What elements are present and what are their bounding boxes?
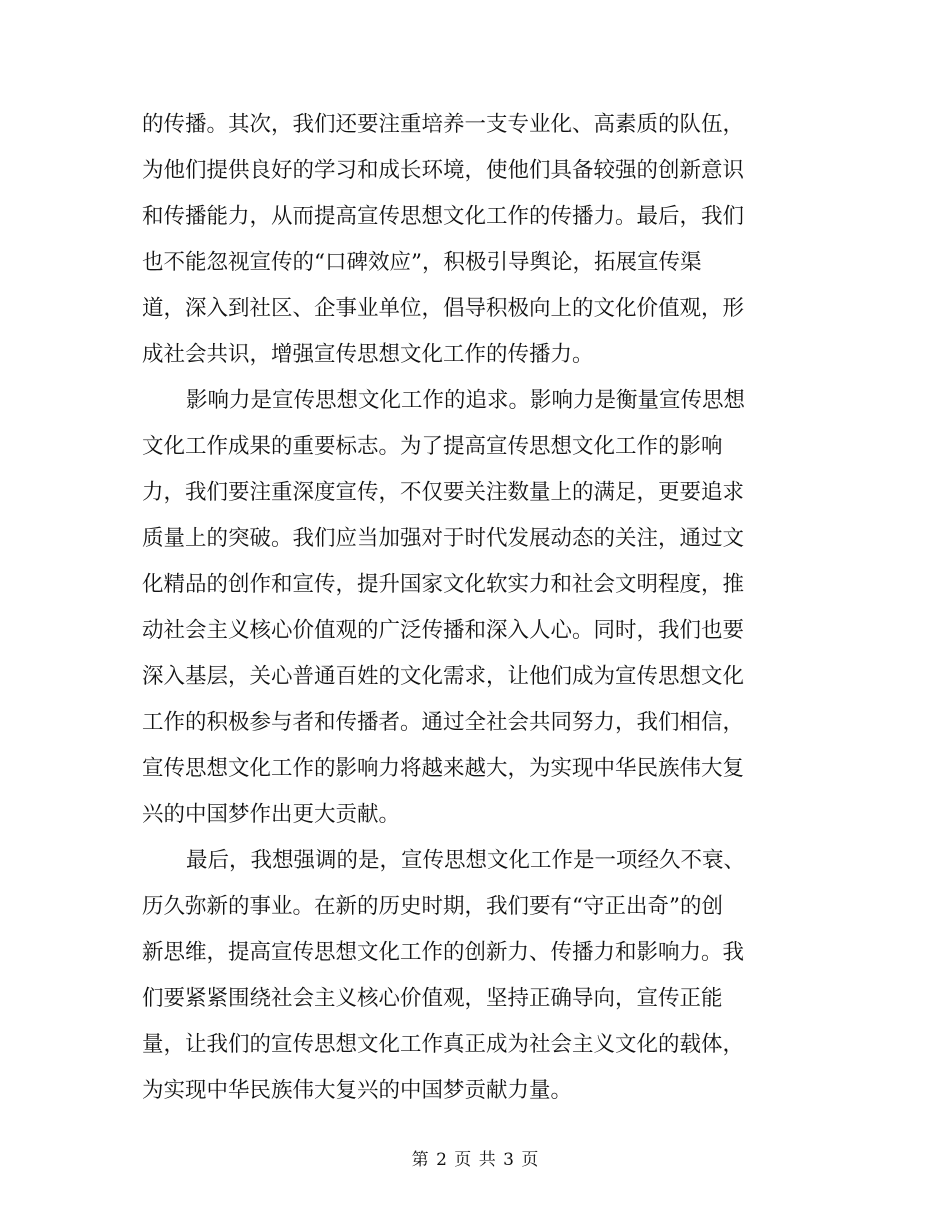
text-line: 道，深入到社区、企事业单位，倡导积极向上的文化价值观，形 xyxy=(142,296,745,321)
paragraph-influence xyxy=(142,378,802,838)
text-line: 成社会共识，增强宣传思想文化工作的传播力。 xyxy=(142,342,594,367)
paragraph-conclusion xyxy=(142,838,802,1114)
text-line: 影响力是宣传思想文化工作的追求。影响力是衡量宣传思想 xyxy=(186,388,746,413)
text-line: 新思维，提高宣传思想文化工作的创新力、传播力和影响力。我 xyxy=(142,940,745,965)
body-text xyxy=(142,102,802,1114)
text-line: 为他们提供良好的学习和成长环境，使他们具备较强的创新意识 xyxy=(142,158,745,183)
text-line: 的传播。其次，我们还要注重培养一支专业化、高素质的队伍， xyxy=(142,112,745,137)
text-line: 最后，我想强调的是，宣传思想文化工作是一项经久不衰、 xyxy=(186,848,746,873)
page-number: 第 2 页 共 3 页 xyxy=(411,1150,539,1170)
text-line: 量，让我们的宣传思想文化工作真正成为社会主义文化的载体， xyxy=(142,1032,745,1057)
text-line: 动社会主义核心价值观的广泛传播和深入人心。同时，我们也要 xyxy=(142,618,745,643)
text-line: 为实现中华民族伟大复兴的中国梦贡献力量。 xyxy=(142,1078,573,1103)
text-line: 们要紧紧围绕社会主义核心价值观，坚持正确导向，宣传正能 xyxy=(142,986,723,1011)
text-line: 和传播能力，从而提高宣传思想文化工作的传播力。最后，我们 xyxy=(142,204,745,229)
text-line: 质量上的突破。我们应当加强对于时代发展动态的关注，通过文 xyxy=(142,526,745,551)
text-line: 兴的中国梦作出更大贡献。 xyxy=(142,802,401,827)
text-line: 力，我们要注重深度宣传，不仅要关注数量上的满足，更要追求 xyxy=(142,480,745,505)
paragraph-transmission-continued xyxy=(142,102,802,378)
text-line: 也不能忽视宣传的“口碑效应”，积极引导舆论，拓展宣传渠 xyxy=(142,250,702,275)
text-line: 化精品的创作和宣传，提升国家文化软实力和社会文明程度，推 xyxy=(142,572,745,597)
text-line: 宣传思想文化工作的影响力将越来越大，为实现中华民族伟大复 xyxy=(142,756,745,781)
text-line: 文化工作成果的重要标志。为了提高宣传思想文化工作的影响 xyxy=(142,434,723,459)
text-line: 深入基层，关心普通百姓的文化需求，让他们成为宣传思想文化 xyxy=(142,664,745,689)
text-line: 工作的积极参与者和传播者。通过全社会共同努力，我们相信， xyxy=(142,710,745,735)
text-line: 历久弥新的事业。在新的历史时期，我们要有“守正出奇”的创 xyxy=(142,894,723,919)
